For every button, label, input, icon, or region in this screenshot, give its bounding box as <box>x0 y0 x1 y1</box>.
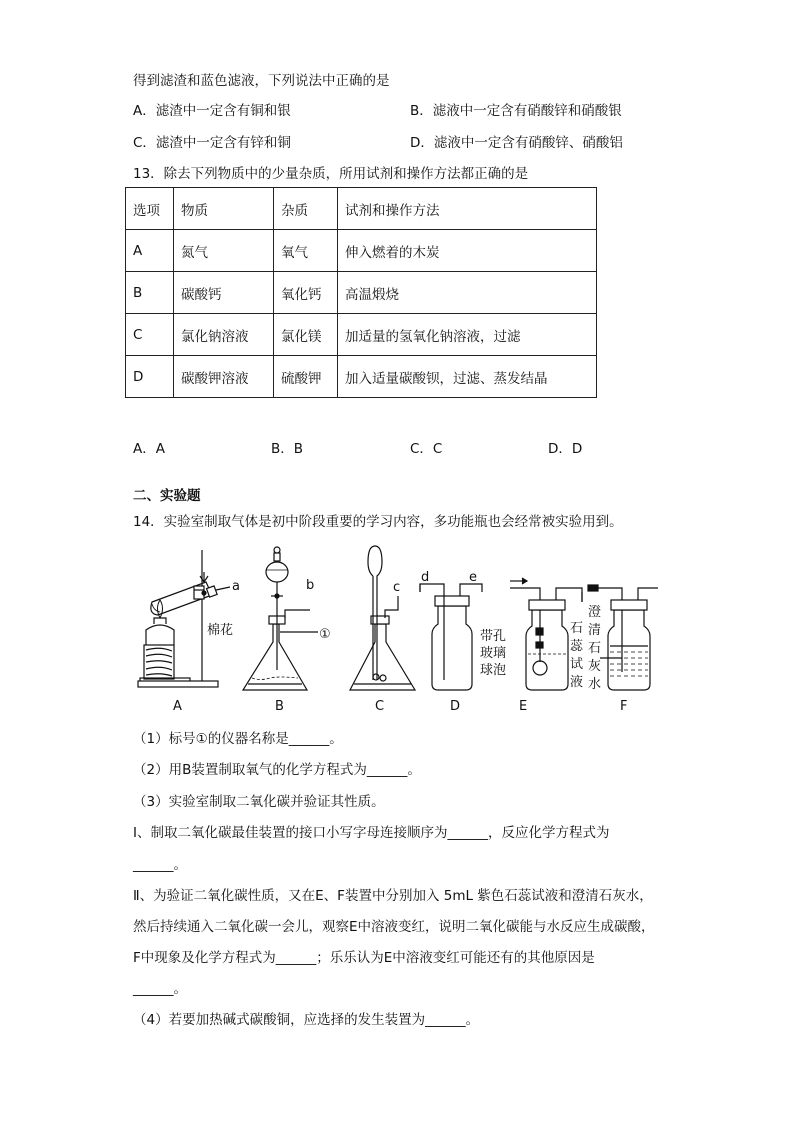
caption-e: E <box>519 699 528 714</box>
apparatus-figure <box>130 532 670 718</box>
table-cell: A <box>126 230 174 272</box>
table-cell: 氯化镁 <box>274 314 338 356</box>
caption-d: D <box>450 699 461 714</box>
caption-f: F <box>620 699 628 714</box>
q13-stem: 13．除去下列物质中的少量杂质，所用试剂和操作方法都正确的是 <box>133 166 529 182</box>
section-title: 二、实验题 <box>133 488 201 504</box>
label-lime-1: 澄 <box>588 605 602 620</box>
table-row <box>126 230 597 272</box>
label-cotton: 棉花 <box>207 623 234 638</box>
label-a: a <box>232 579 240 594</box>
header-cell: 试剂和操作方法 <box>338 188 597 230</box>
q12-option-c: C．滤渣中一定含有锌和铜 <box>133 135 291 151</box>
label-b: b <box>306 578 315 593</box>
q12-option-b: B．滤液中一定含有硝酸锌和硝酸银 <box>410 103 622 119</box>
apparatus-b <box>243 547 318 690</box>
table-cell: 碳酸钾溶液 <box>174 356 274 398</box>
label-lime-2: 清 <box>588 623 602 638</box>
table-cell: D <box>126 356 174 398</box>
apparatus-d <box>420 580 482 690</box>
q14-part-3-ii-line1: Ⅱ、为验证二氧化碳性质，又在E、F装置中分别加入 5mL 紫色石蕊试液和澄清石灰水， <box>133 888 653 904</box>
q13-choice-c: C．C <box>410 441 443 457</box>
q12-option-a: A．滤渣中一定含有铜和银 <box>133 103 291 119</box>
table-cell: B <box>126 272 174 314</box>
label-d: d <box>421 570 430 585</box>
q13-table <box>125 187 597 398</box>
label-litmus-4: 液 <box>570 675 584 690</box>
q13-choice-a: A．A <box>133 441 165 457</box>
apparatus-a <box>138 550 230 687</box>
label-lime-3: 石 <box>588 641 602 656</box>
label-e: e <box>469 570 477 585</box>
table-cell: 高温煅烧 <box>338 272 597 314</box>
caption-b: B <box>275 699 284 714</box>
label-lime-4: 灰 <box>588 659 602 674</box>
q12-stem-tail: 得到滤渣和蓝色滤液，下列说法中正确的是 <box>133 73 390 89</box>
q14-part-2: （2）用B装置制取氧气的化学方程式为______。 <box>133 762 421 778</box>
q14-part-3-ii-line3: F中现象及化学方程式为______；乐乐认为E中溶液变红可能还有的其他原因是 <box>133 950 595 966</box>
q14-part-3-i-blank: ______。 <box>133 857 187 873</box>
q14-part-3-ii-line2: 然后持续通入二氧化碳一会儿，观察E中溶液变红，说明二氧化碳能与水反应生成碳酸， <box>133 919 655 935</box>
table-cell: 伸入燃着的木炭 <box>338 230 597 272</box>
label-circle-1: ① <box>319 627 331 642</box>
table-cell: 碳酸钙 <box>174 272 274 314</box>
q14-part-4: （4）若要加热碱式碳酸铜，应选择的发生装置为______。 <box>133 1012 480 1028</box>
q13-choice-d: D．D <box>548 441 583 457</box>
table-cell: 硫酸钾 <box>274 356 338 398</box>
table-cell: 加适量的氢氧化钠溶液，过滤 <box>338 314 597 356</box>
header-cell: 物质 <box>174 188 274 230</box>
table-row <box>126 314 597 356</box>
header-cell: 选项 <box>126 188 174 230</box>
caption-c: C <box>375 699 385 714</box>
table-row <box>126 356 597 398</box>
label-bubble-2: 玻璃 <box>480 646 507 661</box>
label-bubble-3: 球泡 <box>480 663 507 678</box>
q14-part-3-i: Ⅰ、制取二氧化碳最佳装置的接口小写字母连接顺序为______，反应化学方程式为 <box>133 825 610 841</box>
table-cell: 氧化钙 <box>274 272 338 314</box>
table-cell: 氯化钠溶液 <box>174 314 274 356</box>
label-lime-5: 水 <box>588 677 602 692</box>
table-row <box>126 272 597 314</box>
q14-part-3-ii-blank: ______。 <box>133 981 187 997</box>
table-cell: 加入适量碳酸钡，过滤、蒸发结晶 <box>338 356 597 398</box>
caption-a: A <box>173 699 182 714</box>
label-bubble-1: 带孔 <box>480 629 507 644</box>
table-cell: 氮气 <box>174 230 274 272</box>
table-header-row <box>126 188 597 230</box>
q13-choice-b: B．B <box>271 441 304 457</box>
label-litmus-1: 石 <box>570 621 584 636</box>
header-cell: 杂质 <box>274 188 338 230</box>
table-cell: C <box>126 314 174 356</box>
q14-part-1: （1）标号①的仪器名称是______。 <box>133 731 343 747</box>
label-litmus-3: 试 <box>570 657 584 672</box>
q12-option-d: D．滤液中一定含有硝酸锌、硝酸铝 <box>410 135 623 151</box>
q14-stem: 14．实验室制取气体是初中阶段重要的学习内容，多功能瓶也会经常被实验用到。 <box>133 514 623 530</box>
table-cell: 氧气 <box>274 230 338 272</box>
label-litmus-2: 蕊 <box>570 639 584 654</box>
q14-part-3: （3）实验室制取二氧化碳并验证其性质。 <box>133 794 385 810</box>
apparatus-c <box>350 546 415 690</box>
label-c: c <box>393 580 401 595</box>
